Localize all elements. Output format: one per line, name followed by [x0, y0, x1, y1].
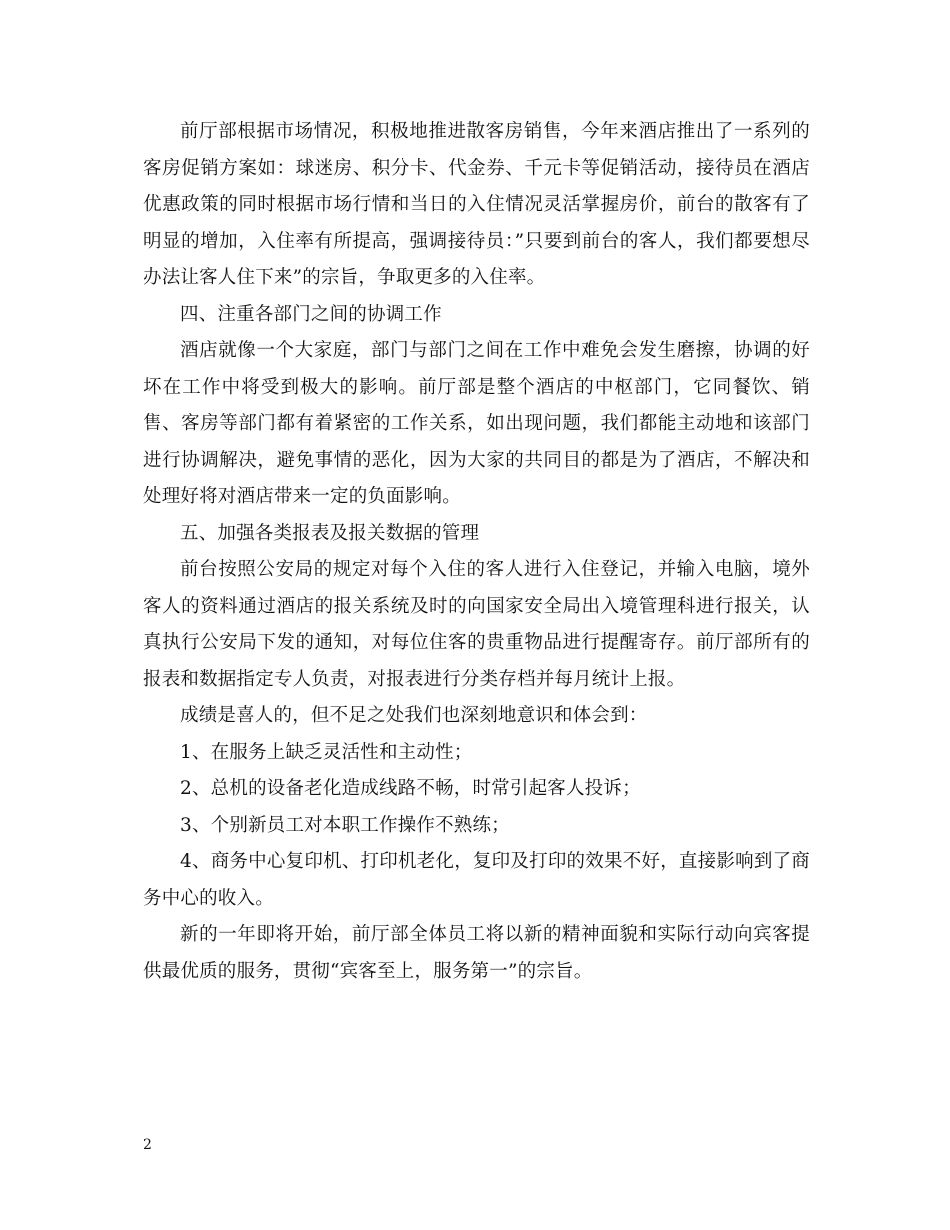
list-item-shortcoming-3: 3、个别新员工对本职工作操作不熟练； — [180, 814, 510, 836]
page-number: 2 — [143, 1137, 152, 1153]
section-heading-coordination: 四、注重各部门之间的协调工作 — [180, 303, 442, 325]
list-item-shortcoming-4: 4、商务中心复印机、打印机老化，复印及打印的效果不好，直接影响到了商务中心的收入。 — [143, 851, 810, 909]
paragraph-sales-promotion: 前厅部根据市场情况，积极地推进散客房销售，今年来酒店推出了一系列的客房促销方案如：球迷房、积分卡、代金券、千元卡等促销活动，接待员在酒店优惠政策的同时根据市场行情和当日的入住情况灵活掌握房价，前台的散客有了明显的增加，入住率有所提高，强调接待员：”只要到前台的客人，我们都要想尽办法让客人住下来”的宗旨，争取更多的入住率。 — [143, 121, 810, 288]
list-item-shortcoming-1: 1、在服务上缺乏灵活性和主动性； — [180, 741, 473, 763]
paragraph-conclusion: 新的一年即将开始，前厅部全体员工将以新的精神面貌和实际行动向宾客提供最优质的服务，贯彻“宾客至上，服务第一”的宗旨。 — [143, 924, 810, 982]
paragraph-reports: 前台按照公安局的规定对每个入住的客人进行入住登记，并输入电脑，境外客人的资料通过酒店的报关系统及时的向国家安全局出入境管理科进行报关，认真执行公安局下发的通知，对每位住客的贵重物品进行提醒寄存。前厅部所有的报表和数据指定专人负责，对报表进行分类存档并每月统计上报。 — [143, 559, 810, 690]
paragraph-coordination: 酒店就像一个大家庭，部门与部门之间在工作中难免会发生磨擦，协调的好坏在工作中将受到极大的影响。前厅部是整个酒店的中枢部门，它同餐饮、销售、客房等部门都有着紧密的工作关系，如出现问题，我们都能主动地和该部门进行协调解决，避免事情的恶化，因为大家的共同目的都是为了酒店，不解决和处理好将对酒店带来一定的负面影响。 — [143, 340, 810, 507]
section-heading-reports: 五、加强各类报表及报关数据的管理 — [180, 522, 480, 544]
document-body — [143, 114, 810, 990]
paragraph-shortcomings-intro: 成绩是喜人的，但不足之处我们也深刻地意识和体会到： — [180, 705, 648, 726]
list-item-shortcoming-2: 2、总机的设备老化造成线路不畅，时常引起客人投诉； — [180, 778, 641, 799]
